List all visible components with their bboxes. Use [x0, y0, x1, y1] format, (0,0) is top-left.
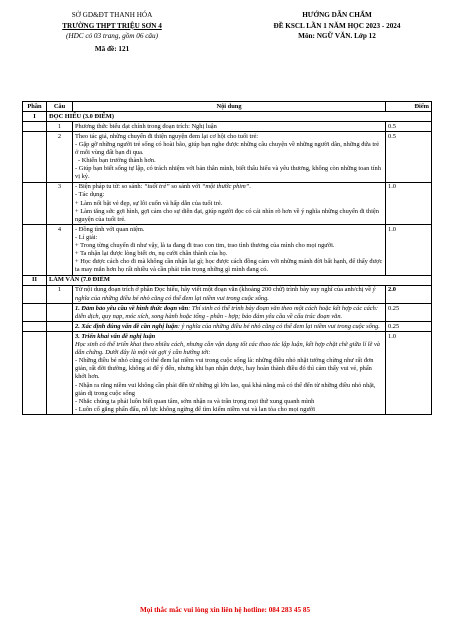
answer-line: + Học được cách cho đi mà không cần nhận lại gì; học được cách đồng cảm với những mảnh đời bất hạnh, để thấy được ta may mắn hơn họ rất nhiều và cần phải trân trọng những gì mình đang có. [75, 258, 383, 274]
question-number: 2 [47, 132, 73, 183]
answer-line: Theo tác giả, những chuyến đi thiện nguyện đem lại cơ hội cho tuổi trẻ: [75, 132, 259, 140]
answer-line: - Đồng tình với quan niệm. [75, 225, 145, 233]
answer-content [73, 182, 386, 224]
page-count-note: (HDC có 03 trang, gồm 06 câu) [65, 32, 159, 40]
answer-line: + Ta nhận lại được lòng biết ơn, nụ cười chân thành của họ. [75, 250, 228, 258]
question-number: 1 [47, 122, 73, 132]
quoted-phrase: “tuổi trẻ” [143, 183, 170, 191]
criterion-text: : Thí sinh có thể trình bày đoạn văn theo một cách hoặc kết hợp các cách: diễn dịch, quy nạp, móc xích, song hành hoặc tổng - phân - hợp; bảo đảm yêu cầu về cấu trúc đoạn văn. [75, 304, 378, 320]
score-value: 1.0 [386, 225, 432, 276]
answer-line: + Trong từng chuyến đi như vậy, là ta đang đi trao con tim, trao tình thương của mình cho mọi người. [75, 242, 335, 249]
criterion-issue [73, 322, 386, 332]
table-header-row [23, 102, 432, 112]
answer-line: - Khiến bạn trưởng thành hơn. [78, 157, 156, 165]
answer-line: - Tác dụng: [75, 191, 105, 199]
section-title: ĐỌC HIỂU (3.0 ĐIỂM) [47, 112, 432, 122]
answer-content [73, 225, 386, 276]
answer-line: - Những điều bé nhỏ cũng có thể đem lại niềm vui trong cuộc sống là: những điều nhỏ nhặt tưởng chừng như rất đơn giản, rất đời thường, không ai để ý đến, nhưng khi bạn nhận được, hay hoàn thành điều đó thì cảm thấy vui vẻ, phấn khởi hơn. [75, 357, 374, 381]
section-part-number: II [23, 275, 47, 285]
answer-line: + Làm nổi bật vẻ đẹp, sự lôi cuốn và hấp dẫn của tuổi trẻ. [75, 199, 223, 207]
table-row [23, 322, 432, 332]
school-name: TRƯỜNG THPT TRIỆU SƠN 4 [62, 21, 162, 30]
header-left [22, 10, 202, 54]
question-number: 1 [47, 285, 73, 303]
answer-line [75, 183, 383, 191]
table-row [23, 132, 432, 183]
section-title: LÀM VĂN (7.0 ĐIỂM [47, 275, 432, 285]
writing-prompt [73, 285, 386, 303]
section-part-number: I [23, 112, 47, 122]
table-row [23, 332, 432, 415]
answer-line: - Nhận ra rằng niềm vui không cần phải đến từ những gì lớn lao, quá khả năng mà có thể đến từ những điều nhỏ nhặt, giản dị trong cuộc sống [75, 381, 376, 397]
prompt-text: Từ nội dung đoạn trích ở phần Đọc hiểu, hãy viết một đoạn văn (khoảng 200 chữ) trình bày suy nghĩ của anh/chị về [75, 286, 373, 294]
question-number: 4 [47, 225, 73, 276]
table-row [23, 122, 432, 132]
answer-prefix: - Biện pháp tu từ: so sánh: [75, 183, 144, 191]
col-header-question: Câu [47, 102, 73, 112]
table-row [23, 225, 432, 276]
criterion-title: 2. Xác định đúng vấn đề cần nghị luận [75, 322, 178, 330]
prompt-topic: ý nghĩa của những điều bé nhỏ cũng có thể đem lại niềm vui trong cuộc sống. [75, 286, 376, 302]
section-row-reading [23, 112, 432, 122]
document-header [22, 10, 432, 110]
subject-line: Môn: NGỮ VĂN. Lớp 12 [298, 32, 376, 40]
criterion-guidance: Học sinh có thể triển khai theo nhiều cách, nhưng cần vận dụng tốt các thao tác lập luận, kết hợp chặt chẽ giữa lí lẽ và dẫn chứng. Dưới đây là một vài gợi ý cần hướng tới: [75, 341, 380, 357]
answer-content [73, 132, 386, 183]
criterion-form [73, 304, 386, 322]
criterion-develop [73, 332, 386, 415]
grading-table [22, 101, 432, 415]
section-row-writing [23, 275, 432, 285]
table-row [23, 285, 432, 303]
department-name: SỞ GD&ĐT THANH HÓA [71, 11, 153, 19]
score-value: 1.0 [386, 332, 432, 415]
score-value: 0.5 [386, 122, 432, 132]
answer-line: - Giúp bạn biết sống tự lập, có trách nhiệm với bản thân mình, biết thấu hiểu và yêu thương, không còn những toan tính vị kỷ. [75, 165, 381, 181]
answer-text: Phương thức biểu đạt chính trong đoạn trích: Nghị luận [73, 122, 386, 132]
question-number: 3 [47, 182, 73, 224]
table-row [23, 304, 432, 322]
hotline-footer: Mọi thắc mắc vui lòng xin liên hệ hotline: 084 283 45 85 [139, 606, 311, 614]
answer-mid: so sánh với [169, 183, 202, 191]
criterion-title: 3. Triển khai vấn đề nghị luận [75, 332, 156, 340]
col-header-content: Nội dung [73, 102, 386, 112]
col-header-score: Điểm [386, 102, 432, 112]
exam-code: Mã đề: 121 [94, 44, 130, 53]
score-value: 0.5 [386, 132, 432, 183]
answer-end: . [249, 183, 251, 191]
header-right [227, 10, 447, 42]
score-value: 2.0 [386, 285, 432, 303]
quoted-phrase: “một thước phim” [201, 183, 250, 191]
score-value: 0.25 [386, 304, 432, 322]
answer-line: - Gặp gỡ những người trẻ sống có hoài bão, giúp bạn nghe được những câu chuyện về những người dân, những đứa trẻ ở mỗi vùng đất bạn đi qua. [75, 140, 380, 156]
score-value: 0.25 [386, 322, 432, 332]
score-value: 1.0 [386, 182, 432, 224]
col-header-part: Phần [23, 102, 47, 112]
answer-line: + Làm tăng sức gợi hình, gợi cảm cho sự diễn đạt, giúp người đọc có cái nhìn rõ hơn về ý nghĩa những chuyến đi thiện nguyện của tuổi trẻ. [75, 207, 379, 223]
answer-line: - Luôn cố gắng phấn đấu, nỗ lực không ngừng để tìm kiếm niềm vui và lan tỏa cho mọi người [75, 405, 316, 413]
doc-title: HƯỚNG DẪN CHẤM [302, 11, 372, 19]
answer-line: - Lí giải: [75, 233, 98, 241]
criterion-text: : ý nghĩa của những điều bé nhỏ cũng có thể đem lại niềm vui trong cuộc sống. [177, 322, 380, 330]
table-row [23, 182, 432, 224]
exam-title: ĐỀ KSCL LẦN 1 NĂM HỌC 2023 - 2024 [273, 21, 401, 30]
criterion-title: 1. Đảm bảo yêu cầu về hình thức đoạn văn [75, 304, 189, 312]
answer-line: - Nhắc chúng ta phải luôn biết quan tâm, sớm nhận ra và trân trọng mọi thứ xung quanh mình [75, 397, 315, 405]
